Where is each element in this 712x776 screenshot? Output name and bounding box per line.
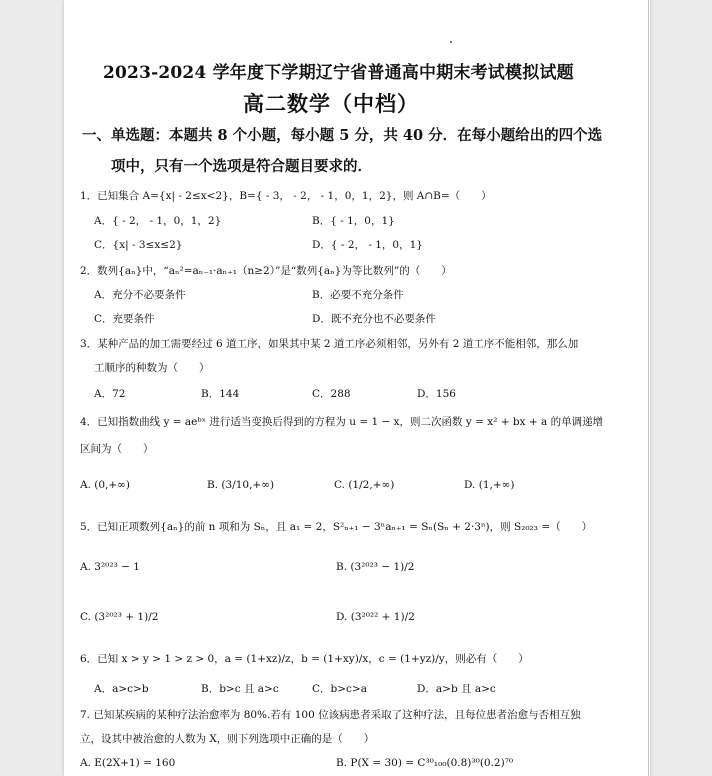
question-7-option-b: B. P(X = 30) = C³⁰₁₀₀(0.8)³⁰(0.2)⁷⁰ [336,757,514,769]
exam-title: 2023-2024 学年度下学期辽宁省普通高中期末考试模拟试题 [103,63,574,83]
question-3-stem-cont: 工顺序的种数为（ ） [94,362,210,374]
question-5-option-a: A. 3²⁰²³ − 1 [80,561,140,573]
section-heading-cont: 项中，只有一个选项是符合题目要求的． [111,158,372,175]
question-1-option-c: C．{x| - 3≤x≤2} [94,239,183,251]
question-4-option-d: D. (1,+∞) [464,479,515,491]
question-6-option-a: A．a>c>b [94,683,149,695]
question-1-option-d: D．{ - 2， - 1，0，1} [312,239,423,251]
question-3-option-c: C．288 [312,388,351,400]
question-4-option-a: A. (0,+∞) [80,479,131,491]
question-3-option-a: A．72 [94,388,126,400]
question-1-option-a: A．{ - 2， - 1，0，1，2} [94,215,222,227]
question-7-option-a: A. E(2X+1) = 160 [80,757,176,769]
question-4-option-b: B. (3/10,+∞) [207,479,275,491]
question-2-stem: 2．数列{aₙ}中，“aₙ²=aₙ₋₁·aₙ₊₁（n≥2）”是“数列{aₙ}为等比数列”的（ ） [80,265,452,277]
exam-page [64,0,650,776]
question-7-stem: 7. 已知某疾病的某种疗法治愈率为 80%.若有 100 位该病患者采取了这种疗法，且每位患者治愈与否相互独 [80,709,581,721]
question-2-option-a: A．充分不必要条件 [94,289,186,301]
question-4-option-c: C. (1/2,+∞) [334,479,395,491]
question-6-stem: 6．已知 x > y > 1 > z > 0，a = (1+xz)/z，b = (1+xy)/x，c = (1+yz)/y，则必有（ ） [80,653,529,665]
question-5-stem: 5．已知正项数列{aₙ}的前 n 项和为 Sₙ，且 a₁ = 2，S²ₙ₊₁ − 3ⁿaₙ₊₁ = Sₙ(Sₙ + 2·3ⁿ)，则 S₂₀₂₃ =（ ） [80,521,593,533]
question-5-option-b: B. (3²⁰²³ − 1)/2 [336,561,415,573]
question-5-option-c: C. (3²⁰²³ + 1)/2 [80,611,159,623]
section-heading: 一、单选题：本题共 8 个小题，每小题 5 分，共 40 分．在每小题给出的四个选 [82,127,603,144]
question-5-option-d: D. (3²⁰²² + 1)/2 [336,611,415,623]
question-4-stem: 4．已知指数曲线 y = aeᵇˣ 进行适当变换后得到的方程为 u = 1 − x，则二次函数 y = x² + bx + a 的单调递增 [80,416,604,428]
exam-subtitle: 高二数学（中档） [243,91,419,116]
speck-mark [450,41,452,43]
question-1-option-b: B．{ - 1，0，1} [312,215,395,227]
question-6-option-b: B．b>c 且 a>c [201,683,279,695]
question-2-option-d: D．既不充分也不必要条件 [312,313,436,325]
question-3-option-d: D．156 [417,388,456,400]
question-3-stem: 3．某种产品的加工需要经过 6 道工序，如果其中某 2 道工序必须相邻，另外有 2 道工序不能相邻，那么加 [80,338,579,350]
page-edge-rule [648,0,649,776]
question-6-option-c: C．b>c>a [312,683,367,695]
question-2-option-c: C．充要条件 [94,313,155,325]
question-6-option-d: D．a>b 且 a>c [417,683,496,695]
question-1-stem: 1．已知集合 A={x| - 2≤x<2}，B={ - 3， - 2， - 1，0，1，2}，则 A∩B=（ ） [80,190,492,202]
question-3-option-b: B．144 [201,388,240,400]
question-2-option-b: B．必要不充分条件 [312,289,404,301]
question-4-stem-cont: 区间为（ ） [80,443,154,455]
question-7-stem-cont: 立，设其中被治愈的人数为 X，则下列选项中正确的是（ ） [80,733,375,745]
